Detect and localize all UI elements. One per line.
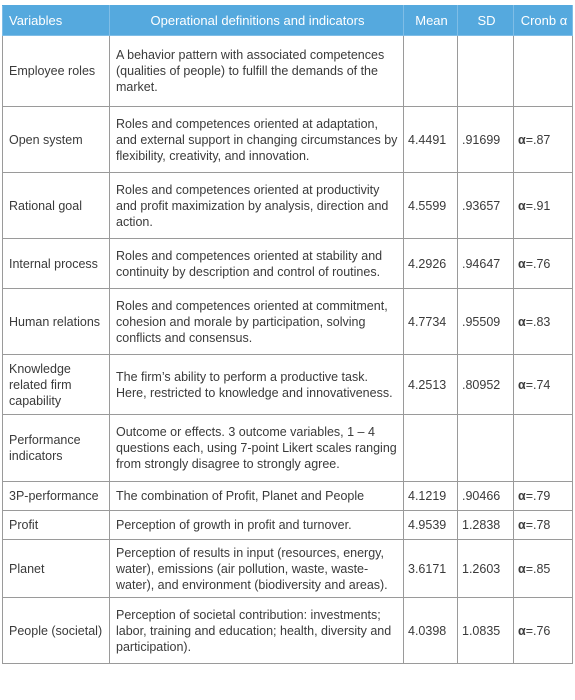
cell-definition: Roles and competences oriented at productivity and profit maximization by analysis, direction and action. [110, 173, 404, 239]
cell-definition: Perception of growth in profit and turnover. [110, 511, 404, 540]
cell-variable: Profit [3, 511, 110, 540]
cell-variable: Performance indicators [3, 415, 110, 482]
alpha-symbol: α [518, 489, 526, 503]
cell-sd: .94647 [458, 239, 514, 289]
header-variables: Variables [3, 6, 110, 36]
cell-cronbach-alpha [514, 355, 573, 415]
alpha-value: =.78 [525, 518, 551, 532]
cell-sd: .80952 [458, 355, 514, 415]
cell-definition: Roles and competences oriented at stability and continuity by description and control of routines. [110, 239, 404, 289]
cell-mean [404, 415, 458, 482]
table-row [3, 107, 573, 173]
alpha-value: =.76 [525, 256, 551, 271]
cell-mean: 4.2926 [404, 239, 458, 289]
alpha-value: =.74 [525, 377, 551, 392]
alpha-symbol: α [518, 132, 526, 147]
alpha-symbol: α [518, 623, 526, 638]
alpha-symbol: α [518, 561, 526, 576]
cell-variable: Planet [3, 540, 110, 598]
cell-variable: 3P-performance [3, 482, 110, 511]
alpha-symbol: α [518, 377, 526, 392]
table-row [3, 173, 573, 239]
cell-definition: Perception of societal contribution: investments; labor, training and education; health, diversity and participation). [110, 598, 404, 664]
table-row [3, 511, 573, 540]
cell-mean: 4.9539 [404, 511, 458, 540]
table-row [3, 482, 573, 511]
alpha-symbol: α [518, 256, 526, 271]
cell-mean: 4.4491 [404, 107, 458, 173]
cell-variable: Human relations [3, 289, 110, 355]
cell-definition: A behavior pattern with associated competences (qualities of people) to fulfill the demands of the market. [110, 36, 404, 107]
cell-variable: People (societal) [3, 598, 110, 664]
header-mean: Mean [404, 6, 458, 36]
cell-cronbach-alpha [514, 598, 573, 664]
cell-cronbach-alpha [514, 289, 573, 355]
cell-definition: The firm’s ability to perform a productive task. Here, restricted to knowledge and innovativeness. [110, 355, 404, 415]
cell-cronbach-alpha [514, 415, 573, 482]
cell-variable: Open system [3, 107, 110, 173]
cell-cronbach-alpha [514, 36, 573, 107]
cell-cronbach-alpha [514, 239, 573, 289]
cell-mean: 4.2513 [404, 355, 458, 415]
alpha-value: =.76 [525, 623, 551, 638]
cell-sd: .90466 [458, 482, 514, 511]
alpha-symbol: α [518, 518, 526, 532]
header-sd: SD [458, 6, 514, 36]
cell-cronbach-alpha [514, 107, 573, 173]
header-cronbach-alpha: Cronb α [514, 6, 573, 36]
cell-sd: .93657 [458, 173, 514, 239]
cell-definition: Roles and competences oriented at commitment, cohesion and morale by participation, solving conflicts and consensus. [110, 289, 404, 355]
alpha-value: =.83 [525, 314, 551, 329]
cell-sd [458, 415, 514, 482]
cell-cronbach-alpha [514, 482, 573, 511]
cell-definition: Perception of results in input (resources, energy, water), emissions (air pollution, waste, waste-water), and environment (biodiversity and areas). [110, 540, 404, 598]
cell-cronbach-alpha [514, 511, 573, 540]
cell-variable: Employee roles [3, 36, 110, 107]
cell-cronbach-alpha [514, 540, 573, 598]
cell-definition: Roles and competences oriented at adaptation, and external support in changing circumstances by flexibility, creativity, and innovation. [110, 107, 404, 173]
header-row [3, 6, 573, 36]
operational-definitions-table [2, 5, 573, 664]
alpha-value: =.79 [525, 489, 551, 503]
alpha-symbol: α [518, 314, 526, 329]
header-definitions: Operational definitions and indicators [110, 6, 404, 36]
table-row [3, 355, 573, 415]
cell-sd: 1.0835 [458, 598, 514, 664]
alpha-symbol: α [518, 198, 526, 213]
alpha-value: =.85 [525, 561, 551, 576]
cell-definition: The combination of Profit, Planet and People [110, 482, 404, 511]
cell-cronbach-alpha [514, 173, 573, 239]
cell-mean [404, 36, 458, 107]
cell-mean: 4.5599 [404, 173, 458, 239]
cell-mean: 4.1219 [404, 482, 458, 511]
alpha-value: =.91 [525, 198, 551, 213]
table-row [3, 415, 573, 482]
table-row [3, 598, 573, 664]
table-container [2, 5, 573, 664]
table-row [3, 239, 573, 289]
cell-sd [458, 36, 514, 107]
table-row [3, 540, 573, 598]
cell-mean: 4.7734 [404, 289, 458, 355]
cell-sd: 1.2603 [458, 540, 514, 598]
cell-mean: 4.0398 [404, 598, 458, 664]
cell-sd: .91699 [458, 107, 514, 173]
cell-variable: Rational goal [3, 173, 110, 239]
cell-variable: Knowledge related firm capability [3, 355, 110, 415]
table-row [3, 289, 573, 355]
cell-definition: Outcome or effects. 3 outcome variables, 1 – 4 questions each, using 7-point Likert scales ranging from strongly disagree to strongly agree. [110, 415, 404, 482]
cell-sd: .95509 [458, 289, 514, 355]
alpha-value: =.87 [525, 132, 551, 147]
table-row [3, 36, 573, 107]
cell-variable: Internal process [3, 239, 110, 289]
cell-sd: 1.2838 [458, 511, 514, 540]
cell-mean: 3.6171 [404, 540, 458, 598]
